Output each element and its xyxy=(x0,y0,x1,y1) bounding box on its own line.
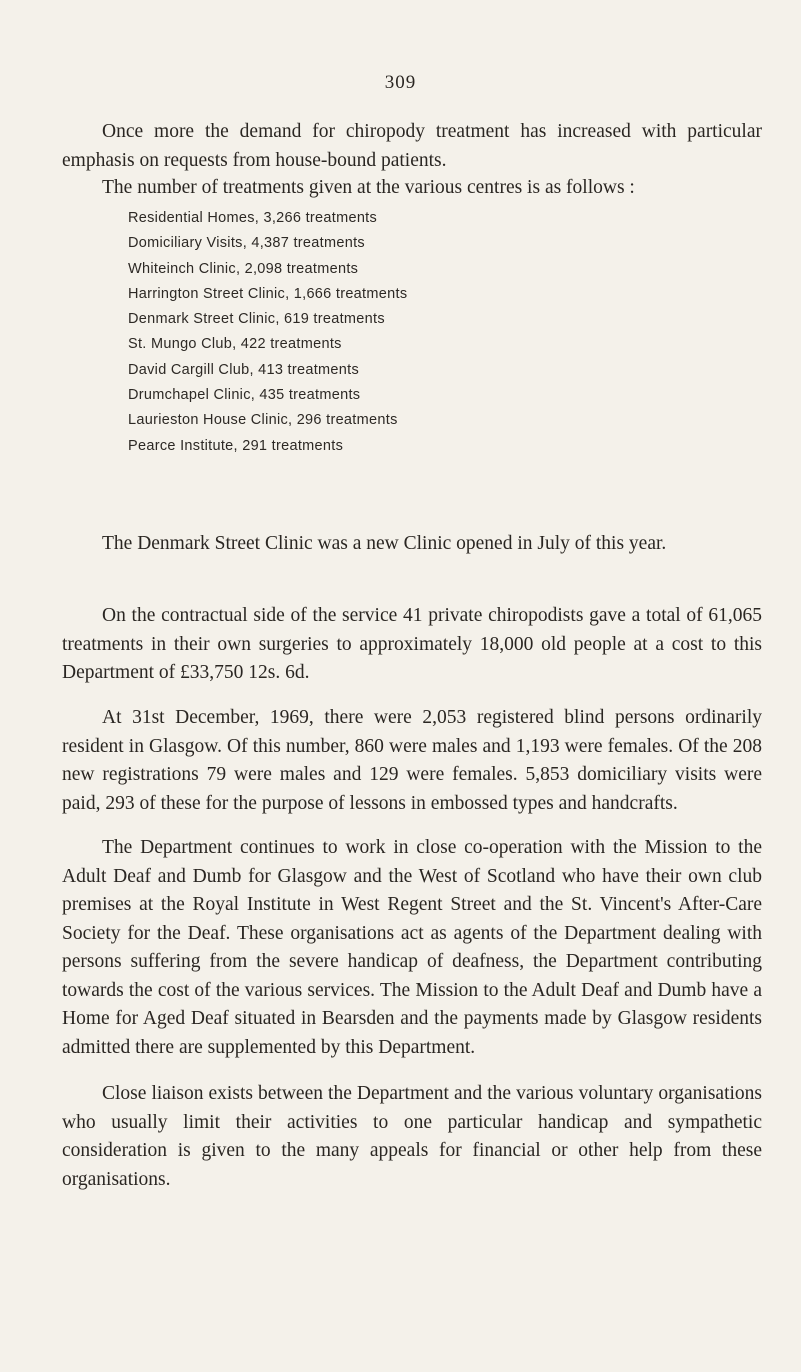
treatment-list xyxy=(128,206,407,459)
list-item: Drumchapel Clinic, 435 treatments xyxy=(128,387,361,404)
paragraph-contractual: On the contractual side of the service 41 private chiropodists gave a total of 61,065 treatments in their own surgeries to approximately 18,000 old people at a cost to this Department of £33,750 12s. 6d. xyxy=(62,605,762,683)
list-item: Denmark Street Clinic, 619 treatments xyxy=(128,311,385,328)
list-item: Laurieston House Clinic, 296 treatments xyxy=(128,412,398,429)
list-item: Harrington Street Clinic, 1,666 treatments xyxy=(128,285,408,302)
list-item: Domiciliary Visits, 4,387 treatments xyxy=(128,235,365,252)
list-item: Whiteinch Clinic, 2,098 treatments xyxy=(128,260,359,277)
list-item: Residential Homes, 3,266 treatments xyxy=(128,210,378,226)
paragraph-blind-persons: At 31st December, 1969, there were 2,053 registered blind persons ordinarily resident in Glasgow. Of this number, 860 were males and 1,193 were females. Of the 208 new registrations 79 were males and 129 were females. 5,853 domiciliary visits were paid, 293 of these for the purpose of lessons in embossed types and handcrafts. xyxy=(62,707,762,814)
list-item: Pearce Institute, 291 treatments xyxy=(128,437,344,454)
page-number: 309 xyxy=(384,72,417,93)
paragraph-liaison: Close liaison exists between the Department and the various voluntary organisations who usually limit their activities to one particular handicap and sympathetic consideration is given to the many appeals for financial or other help from these organisations. xyxy=(62,1083,762,1190)
paragraph-chiropody-demand: Once more the demand for chiropody treatment has increased with particular emphasis on requests from house-bound patients. xyxy=(62,121,762,171)
paragraph-deaf-mission: The Department continues to work in close co-operation with the Mission to the Adult Deaf and Dumb for Glasgow and the West of Scotland who have their own club premises at the Royal Institute in West Regent Street and the St. Vincent's After-Care Society for the Deaf. These organisations act as agents of the Department dealing with persons suffering from the severe handicap of deafness, the Department contributing towards the cost of the various services. The Mission to the Adult Deaf and Dumb have a Home for Aged Deaf situated in Bearsden and the payments made by Glasgow residents admitted there are supplemented by this Department. xyxy=(62,837,762,1058)
paragraph-denmark-clinic: The Denmark Street Clinic was a new Clinic opened in July of this year. xyxy=(102,533,667,554)
paragraph-treatments-intro: The number of treatments given at the various centres is as follows : xyxy=(102,177,635,198)
list-item: St. Mungo Club, 422 treatments xyxy=(128,336,342,353)
list-item: David Cargill Club, 413 treatments xyxy=(128,361,360,378)
